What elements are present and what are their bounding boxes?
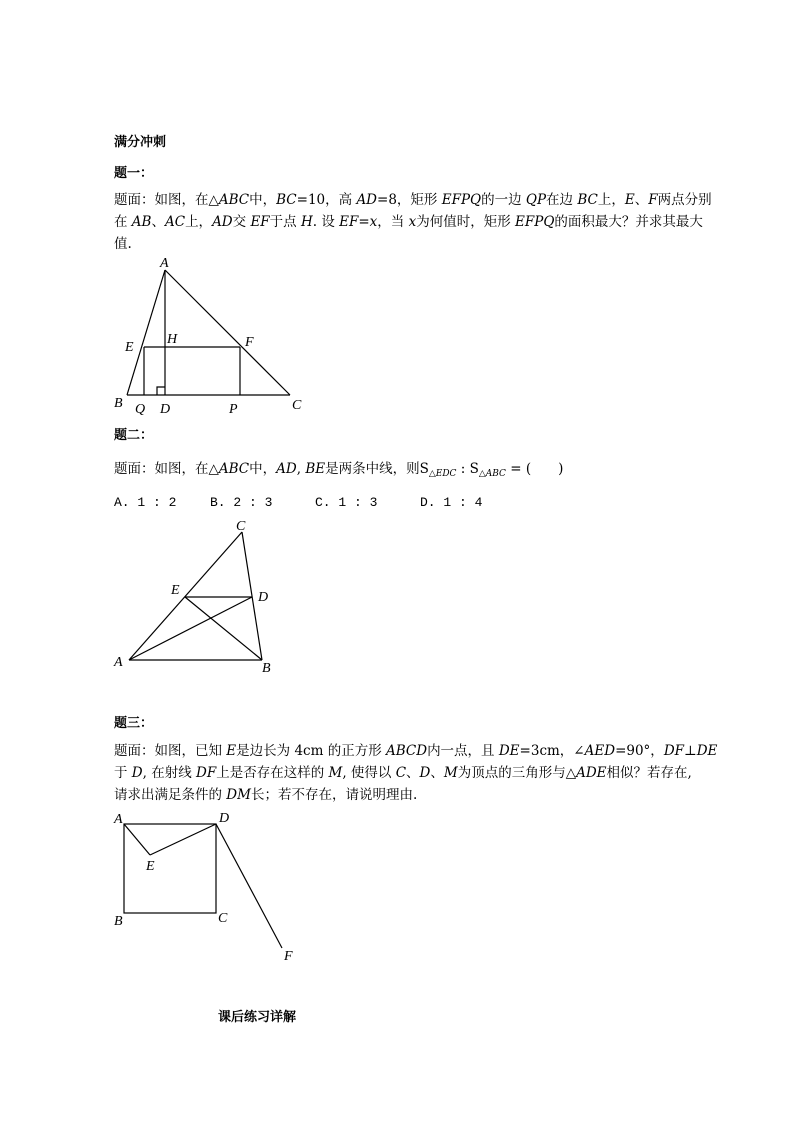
- q2-option-b[interactable]: B. 2 : 3: [210, 495, 273, 510]
- fig3-label-E: E: [146, 859, 155, 874]
- figure-1-labels: [114, 256, 302, 417]
- section-title: 满分冲刺: [114, 135, 167, 150]
- fig1-label-C: C: [292, 398, 302, 413]
- q3-line-3: 请求出满足条件的 DM长；若不存在，请说明理由.: [114, 787, 418, 803]
- fig1-label-F: F: [245, 335, 254, 350]
- fig3-label-F: F: [284, 949, 293, 964]
- q3-line-2: 于 D, 在射线 DF上是否存在这样的 M, 使得以 C、D、M为顶点的三角形与△ADE相似？若存在,: [114, 765, 692, 781]
- fig1-label-D: D: [160, 402, 171, 417]
- fig2-label-B: B: [262, 661, 271, 676]
- figure-3-labels: [113, 811, 293, 964]
- figure-3: [124, 824, 282, 948]
- fig1-label-B: B: [114, 396, 123, 411]
- q2-label: 题面：: [114, 461, 155, 477]
- q3-line-1: 题面：如图，已知 E是边长为 4cm 的正方形 ABCD内一点，且 DE=3cm，∠AED=90°，DF⊥DE: [114, 743, 718, 759]
- q1-line-3: 值.: [114, 236, 132, 252]
- fig2-label-E: E: [171, 583, 180, 598]
- footer-title: 课后练习详解: [218, 1010, 297, 1025]
- q1-heading: 题一：: [114, 166, 154, 181]
- fig2-label-D: D: [258, 590, 269, 605]
- q1-label: 题面：: [114, 192, 155, 208]
- q1-line-1: 题面：如图，在△ABC中，BC=10，高 AD=8，矩形 EFPQ的一边 QP在边 BC上，E、F两点分别: [114, 192, 712, 208]
- q3-heading: 题三：: [114, 716, 154, 731]
- fig1-label-Q: Q: [135, 402, 146, 417]
- q2-line-1: 题面：如图，在△ABC中，AD, BE是两条中线，则$S_{\triangle EDC}$ : $S_{\triangle ABC}$ = ( ): [114, 461, 564, 479]
- fig3-label-D: D: [219, 811, 230, 826]
- fig2-label-C: C: [236, 519, 246, 534]
- q2-option-d[interactable]: D. 1 : 4: [420, 495, 483, 510]
- fig1-label-P: P: [229, 402, 238, 417]
- fig3-label-A: A: [114, 812, 123, 827]
- fig1-label-E: E: [125, 340, 134, 355]
- q1-line-2: 在 AB、AC上，AD交 EF于点 H. 设 EF=x，当 x为何值时，矩形 EFPQ的面积最大？并求其最大: [114, 214, 703, 230]
- q2-option-c[interactable]: C. 1 : 3: [315, 495, 378, 510]
- q2-option-a[interactable]: A. 1 : 2: [114, 495, 177, 510]
- fig2-label-A: A: [114, 655, 123, 670]
- fig1-label-H: H: [167, 332, 178, 347]
- q3-label: 题面：: [114, 743, 155, 759]
- fig3-label-C: C: [218, 911, 228, 926]
- fig1-label-A: A: [160, 256, 169, 271]
- figure-2: [129, 532, 262, 660]
- fig3-label-B: B: [114, 914, 123, 929]
- q2-heading: 题二：: [114, 428, 154, 443]
- figure-1: [127, 270, 290, 395]
